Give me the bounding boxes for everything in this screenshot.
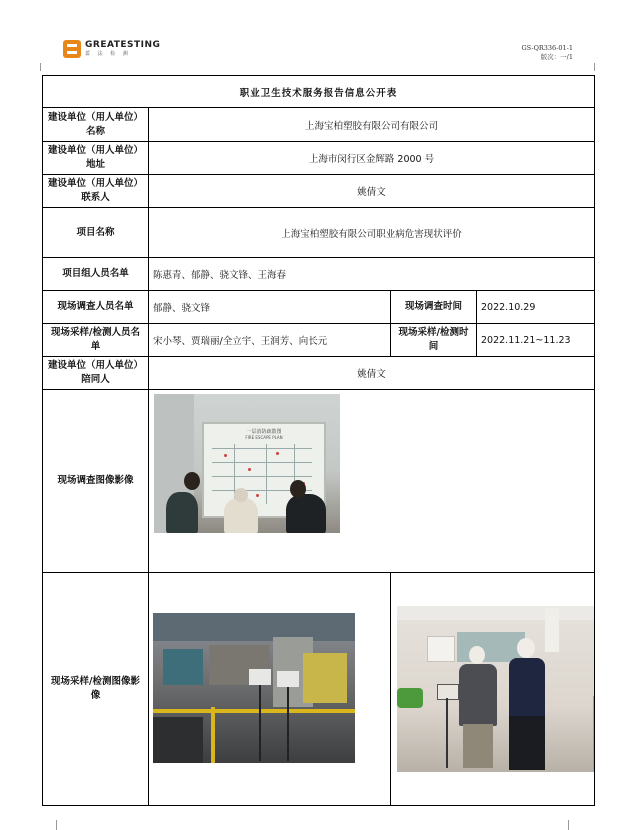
unit-name-value: 上海宝柏塑胶有限公司有限公司 <box>149 108 595 142</box>
survey-staff-value: 郁静、骁文锋 <box>149 291 391 324</box>
project-members-value: 陈惠青、郁静、骁文锋、王海春 <box>149 258 595 291</box>
board-title: 一层消防疏散图 <box>246 429 282 435</box>
survey-photo-cell <box>149 390 595 573</box>
document-number: GS-QR336-01-1 <box>521 44 573 52</box>
sampling-time-label: 现场采样/检测时间 <box>391 324 477 357</box>
unit-escort-value: 姚倩文 <box>149 357 595 390</box>
logo-mark-icon <box>63 40 81 58</box>
crop-mark <box>40 63 41 71</box>
document-code <box>521 44 573 62</box>
unit-address-value: 上海市闵行区金辉路 2000 号 <box>149 142 595 175</box>
sampling-photo-cell-right <box>391 573 595 806</box>
document-version: 版次：一/1 <box>540 52 573 61</box>
project-members-label: 项目组人员名单 <box>43 258 149 291</box>
crop-mark <box>594 63 595 71</box>
crop-mark <box>56 820 57 830</box>
logo-chinese: 蓋 法 检 测 <box>85 51 131 57</box>
unit-address-label: 建设单位（用人单位）地址 <box>43 142 149 175</box>
logo-english: GREATESTING <box>85 40 161 50</box>
sampling-time-value: 2022.11.21~11.23 <box>477 324 595 357</box>
project-name-value: 上海宝柏塑胶有限公司职业病危害现状评价 <box>149 208 595 258</box>
unit-contact-value: 姚倩文 <box>149 175 595 208</box>
survey-staff-label: 现场调查人员名单 <box>43 291 149 324</box>
sampling-photo-cleanroom <box>397 606 595 772</box>
crop-mark <box>568 820 569 830</box>
unit-name-label: 建设单位（用人单位）名称 <box>43 108 149 142</box>
sampling-photo-cell-left <box>149 573 391 806</box>
sampling-staff-value: 宋小琴、贾瑞丽/全立宇、王润芳、向长元 <box>149 324 391 357</box>
survey-photo-label: 现场调查图像影像 <box>43 390 149 573</box>
unit-escort-label: 建设单位（用人单位）陪同人 <box>43 357 149 390</box>
company-logo <box>63 40 160 58</box>
sampling-photo-label: 现场采样/检测图像影像 <box>43 573 149 806</box>
table-title: 职业卫生技术服务报告信息公开表 <box>43 76 595 108</box>
sampling-staff-label: 现场采样/检测人员名单 <box>43 324 149 357</box>
survey-photo <box>154 394 340 533</box>
unit-contact-label: 建设单位（用人单位）联系人 <box>43 175 149 208</box>
project-name-label: 项目名称 <box>43 208 149 258</box>
info-disclosure-table <box>42 75 595 806</box>
survey-time-value: 2022.10.29 <box>477 291 595 324</box>
survey-time-label: 现场调查时间 <box>391 291 477 324</box>
sampling-photo-workshop <box>153 613 355 763</box>
board-subtitle: FIRE ESCAPE PLAN <box>245 435 283 440</box>
